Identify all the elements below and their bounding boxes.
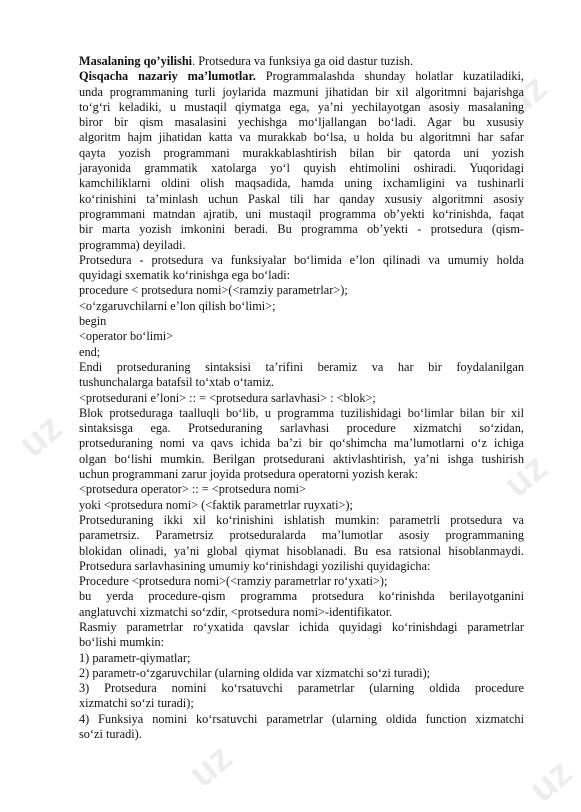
- watermark: uz: [496, 66, 556, 126]
- paragraph-line: parametrsiz. Parametrsiz protseduralarda ma’lumotlar asosiy programmaning: [79, 528, 524, 543]
- paragraph-line: anglatuvchi xizmatchi so‘zdir, <protsedura nomi>-identifikator.: [79, 604, 393, 619]
- paragraph-line: Blok protseduraga taalluqli bo‘lib, u programma tuzilishidagi bo‘limlar bilan bir xil: [79, 405, 524, 420]
- paragraph-line: bu yerda procedure-qism programma protsedura ko‘rinishda berilayotganini: [79, 589, 524, 604]
- list-item-continued: xizmatchi so‘zi turadi);: [79, 696, 194, 711]
- watermark: uz: [11, 406, 71, 466]
- code-line: <o‘zgaruvchilarni e’lon qilish bo‘limi>;: [79, 298, 276, 313]
- list-item: 4) Funksiya nomini ko‘rsatuvchi parametrlar (ularning oldida function xizmatchi: [79, 711, 524, 726]
- paragraph-line: to‘g‘ri keladiki, u mustaqil qiymatga ega, ya’ni yechilayotgan asosiy masalaning: [79, 99, 524, 114]
- paragraph-line: quyidagi sxematik ko‘rinishga ega bo‘ladi:: [79, 268, 291, 283]
- task-label: Masalaning qo’yilishi: [79, 54, 193, 68]
- list-item: 1) parametr-qiymatlar;: [79, 650, 191, 665]
- theory-first-line: [79, 69, 524, 84]
- theory-label: Qisqacha nazariy ma’lumotlar.: [79, 69, 256, 84]
- paragraph-line: unda programmaning turli joylarida mazmuni jihatidan bir xil algoritmni bajarishga: [79, 84, 524, 99]
- paragraph-line: kamchiliklarni oldini olish maqsadida, hamda uning ixchamligini va tushinarli: [79, 176, 524, 191]
- paragraph-line: Endi protseduraning sintaksisi ta’rifini beramiz va har bir foydalanilgan: [79, 359, 524, 374]
- syntax-line: <protsedurani e’loni> :: = <protsedura sarlavhasi> : <blok>;: [79, 390, 376, 405]
- list-item: 2) parametr-o‘zgaruvchilar (ularning oldida var xizmatchi so‘zi turadi);: [79, 665, 431, 680]
- task-statement: [79, 54, 524, 69]
- watermark: uz: [496, 446, 556, 506]
- code-line: <operator bo‘limi>: [79, 329, 174, 344]
- code-line: procedure < protsedura nomi>(<ramziy parametrlar>);: [79, 283, 348, 298]
- paragraph-line: Protsedura sarlavhasining umumiy ko‘rinishdagi yozilishi quyidagicha:: [79, 558, 431, 573]
- paragraph-line: sintaksisga ega. Protseduraning sarlavhasi procedure xizmatchi so‘zidan,: [79, 421, 524, 436]
- paragraph-line: ko‘rinishini ta’minlash uchun Paskal tili har qanday xususiy algoritmni asosiy: [79, 191, 524, 206]
- watermark: uz: [181, 736, 241, 796]
- paragraph-line: bir marta yozish imkonini beradi. Bu programma ob’yekti - protsedura (qism-: [79, 222, 524, 237]
- paragraph-line: qayta yozish programmani murakkablashtirish bilan bir qatorda uni yozish: [79, 145, 524, 160]
- syntax-line: <protsedura operator> :: = <protsedura nomi>: [79, 482, 306, 497]
- paragraph-line: olgan bo‘lishi mumkin. Berilgan protsedurani aktivlashtirish, ya’ni ishga tushirish: [79, 451, 524, 466]
- paragraph-line: Rasmiy parametrlar ro‘yxatida qavslar ichida quyidagi ko‘rinishdagi parametrlar: [79, 619, 524, 634]
- task-text: . Protsedura va funksiya ga oid dastur tuzish.: [192, 54, 414, 68]
- paragraph-line: jarayonida grammatik xatolarga yo‘l quyish ehtimolini oshiradi. Yuqoridagi: [79, 161, 524, 176]
- paragraph-line: tushunchalarga batafsil to‘xtab o‘tamiz.: [79, 375, 275, 390]
- watermark: uz: [521, 751, 581, 811]
- paragraph-line: Protsedura - protsedura va funksiyalar bo‘limida e’lon qilinadi va umumiy holda: [79, 252, 524, 267]
- paragraph-line: biror bir qism masalasini yechishga mo‘ljallangan bo‘ladi. Agar bu xususiy: [79, 115, 524, 130]
- code-line: begin: [79, 314, 107, 329]
- paragraph-line: protseduraning nomi va qavs ichida ba’zi bir qo‘shimcha ma’lumotlarni o‘z ichiga: [79, 436, 524, 451]
- paragraph-line: blokidan olinadi, ya’ni global qiymat hisoblanadi. Bu esa ratsional hisoblanmaydi.: [79, 543, 524, 558]
- paragraph-line: Protseduraning ikki xil ko‘rinishini ishlatish mumkin: parametrli protsedura va: [79, 512, 524, 527]
- paragraph-line: bo‘lishi mumkin:: [79, 635, 165, 650]
- syntax-line: Procedure <protsedura nomi>(<ramziy parametrlar ro‘yxati>);: [79, 574, 388, 589]
- paragraph-line: programmani matndan ajratib, uni mustaqil programma ob’yekti ko‘rinishda, faqat: [79, 206, 524, 221]
- paragraph-line: programma) deyiladi.: [79, 237, 186, 252]
- code-line: end;: [79, 344, 101, 359]
- list-item-continued: so‘zi turadi).: [79, 727, 142, 742]
- paragraph-line: uchun programmani zarur joyida protsedura operatorni yozish kerak:: [79, 467, 419, 482]
- list-item: 3) Protsedura nomini ko‘rsatuvchi parametrlar (ularning oldida procedure: [79, 681, 524, 696]
- paragraph-line: algoritm hajm jihatidan katta va murakkab bo‘lsa, u holda bu algoritmni har safar: [79, 130, 524, 145]
- paragraph-line: Programmalashda shunday holatlar kuzatiladiki,: [255, 69, 524, 84]
- document-page: [79, 54, 524, 742]
- syntax-line: yoki <protsedura nomi> (<faktik parametrlar ruyxati>);: [79, 497, 353, 512]
